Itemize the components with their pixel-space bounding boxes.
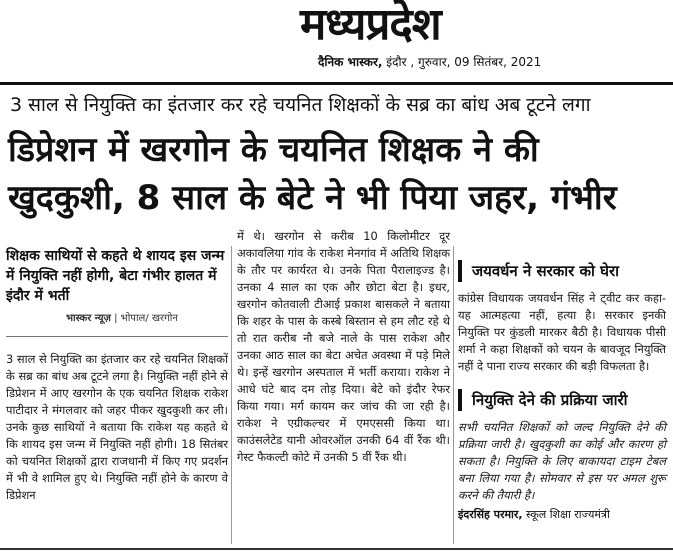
byline-place: | भोपाल/ खरगोन [110,313,178,324]
headline-line-2: खुदकुशी, 8 साल के बेटे ने भी पिया जहर, गंभीर [8,178,617,218]
signatory-name: इंदरसिंह परमार, [458,508,523,521]
byline [6,312,228,326]
byline-source: भास्कर न्यूज़ [66,313,111,324]
sidebar-column [458,260,666,522]
sidebar-1-heading: जयवर्धन ने सरकार को घेरा [458,260,666,282]
column-1-body: 3 साल से नियुक्ति का इंतजार कर रहे चयनित शिक्षकों के सब्र का बांध अब टूटने लगा है। नियुक्ति नहीं होने से डिप्रेशन में आए खरगोन के एक चयनित शिक्षक राकेश पाटीदार ने मंगलवार को जहर पीकर खुदकुशी कर ली। उनके कुछ साथियों ने बताया कि राकेश यह कहते थे कि शायद इस जन्म में नियुक्ति नहीं होगी। 18 सितंबर को चयनित शिक्षकों द्वारा राजधानी में किए गए प्रदर्शन में भी वे शामिल हुए थे। नियुक्ति नहीं होने के कारण वे डिप्रेशन [6,352,228,502]
signatory-title: स्कूल शिक्षा राज्यमंत्री [522,508,610,521]
sidebar-2-body: सभी चयनित शिक्षकों को जल्द नियुक्ति देने की प्रक्रिया जारी है। खुदकुशी का कोई और कारण हो सकता है। नियुक्ति के लिए बाकायदा टाइम टेबल बना लिया गया है। सोमवार से इस पर अमल शुरू करने की तैयारी है। [458,420,666,502]
masthead-rule [0,82,673,85]
bottom-rule [0,548,673,550]
paper-name: दैनिक भास्कर, [318,55,383,69]
column-divider [453,246,454,544]
paper-dateline [318,54,618,70]
sidebar-2-heading: नियुक्ति देने की प्रक्रिया जारी [458,389,666,411]
masthead [0,0,673,82]
column-2-body: में थे। खरगोन से करीब 10 किलोमीटर दूर अकावलिया गांव के राकेश मेनगांव में अतिथि शिक्षक के तौर पर कार्यरत थे। उनके पिता पैरालाइज्ड है। उनका 4 साल का एक और छोटा बेटा है। इधर, खरगोन कोतवाली टीआई प्रकाश बासकले ने बताया कि शहर के पास के कस्बे बिस्तान से हम लौट रहे थे तो रात करीब नौ बजे नाले के पास राकेश और उनका आठ साल का बेटा अचेत अवस्था में पड़े मिले थे। इन्हें खरगोन अस्पताल में भर्ती कराया। राकेश ने आधे घंटे बाद दम तोड़ दिया। बेटे को इंदौर रेफर किया गया। मर्ग कायम कर जांच की जा रही है। राकेश ने एग्रीकल्चर में एमएससी किया था। काउंसलेटेड यानी ओवरऑल उनकी 64 वीं रैंक थी। गेस्ट फैकल्टी कोटे में उनकी 5 वीं रैंक थी। [237,229,450,464]
column-divider [231,246,232,544]
headline [8,126,668,222]
signatory [458,507,666,522]
column-2 [237,228,450,466]
sidebar-1-body: कांग्रेस विधायक जयवर्धन सिंह ने ट्वीट कर कहा- यह आत्महत्या नहीं, हत्या है। सरकार इनकी नियुक्ति पर कुंडली मारकर बैठी है। विधायक पीसी शर्मा ने कहा शिक्षकों को चयन के बावजूद नियुक्ति नहीं दे पाना राज्य सरकार की बड़ी विफलता है। [458,291,666,373]
column-rule [6,336,228,337]
section-title: मध्यप्रदेश [300,0,441,50]
column-1 [6,246,228,504]
headline-line-1: डिप्रेशन में खरगोन के चयनित शिक्षक ने की [8,130,539,170]
subhead: शिक्षक साथियों से कहते थे शायद इस जन्म में नियुक्ति नहीं होगी, बेटा गंभीर हालत में इंदौर में भर्ती [6,248,225,304]
kicker: 3 साल से नियुक्ति का इंतजार कर रहे चयनित शिक्षकों के सब्र का बांध अब टूटने लगा [10,94,591,116]
dateline: इंदौर , गुरुवार, 09 सितंबर, 2021 [386,55,542,69]
